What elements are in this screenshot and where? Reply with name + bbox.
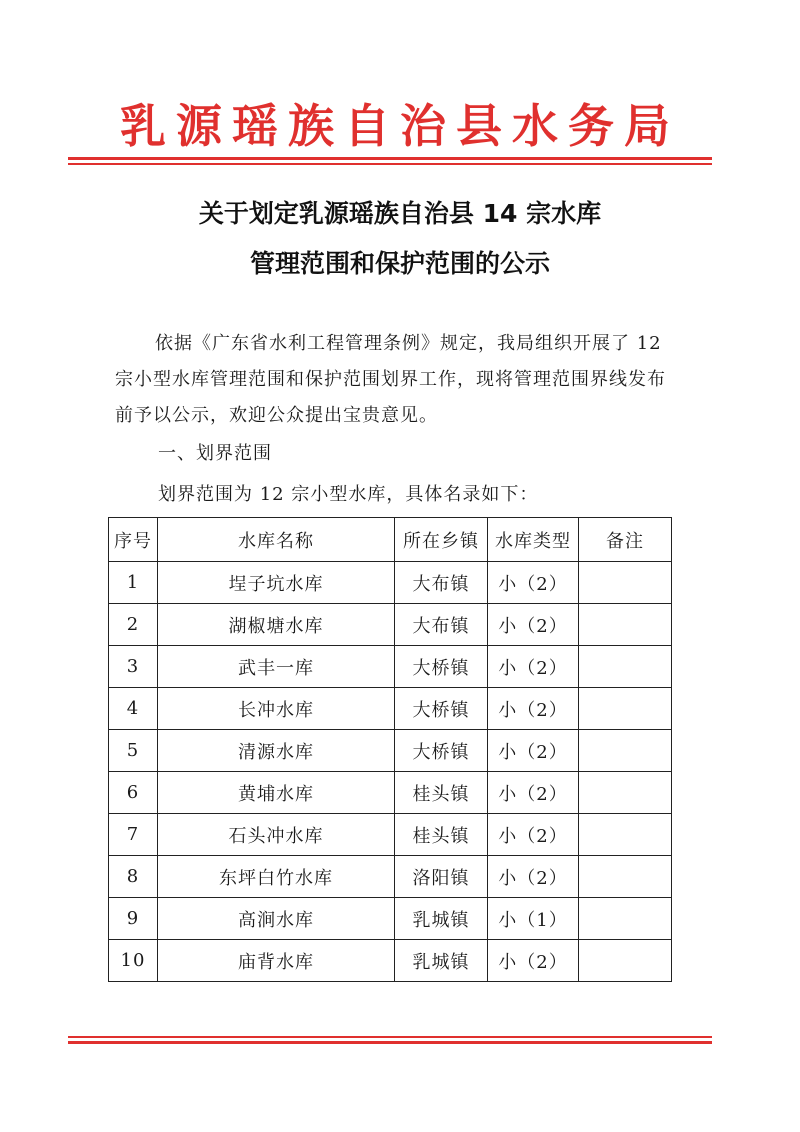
table-row: [109, 688, 672, 730]
table-row: [109, 772, 672, 814]
cell-type: 小（1）: [488, 898, 579, 940]
cell-no: 10: [109, 940, 158, 982]
cell-name: 长冲水库: [158, 688, 395, 730]
body-paragraph: [115, 326, 675, 434]
cell-no: 8: [109, 856, 158, 898]
cell-note: [579, 940, 672, 982]
cell-note: [579, 646, 672, 688]
table-header-row: [109, 518, 672, 562]
cell-town: 桂头镇: [395, 772, 488, 814]
cell-name: 石头冲水库: [158, 814, 395, 856]
cell-type: 小（2）: [488, 940, 579, 982]
header-cell-town: 所在乡镇: [395, 518, 488, 562]
header-cell-no: 序号: [109, 518, 158, 562]
document-title-line1: 关于划定乳源瑶族自治县 14 宗水库: [198, 199, 602, 228]
table-row: [109, 604, 672, 646]
cell-type: 小（2）: [488, 772, 579, 814]
cell-note: [579, 688, 672, 730]
cell-name: 清源水库: [158, 730, 395, 772]
cell-type: 小（2）: [488, 814, 579, 856]
cell-type: 小（2）: [488, 856, 579, 898]
cell-no: 2: [109, 604, 158, 646]
cell-note: [579, 814, 672, 856]
cell-type: 小（2）: [488, 604, 579, 646]
cell-note: [579, 856, 672, 898]
cell-town: 大桥镇: [395, 730, 488, 772]
header-cell-note: 备注: [579, 518, 672, 562]
cell-type: 小（2）: [488, 646, 579, 688]
section-heading: 一、划界范围: [158, 443, 272, 464]
cell-name: 埕子坑水库: [158, 562, 395, 604]
table-row: [109, 646, 672, 688]
cell-no: 7: [109, 814, 158, 856]
table-row: [109, 814, 672, 856]
body-paragraph-text: 依据《广东省水利工程管理条例》规定，我局组织开展了 12 宗小型水库管理范围和保护范围划界工作，现将管理范围界线发布前予以公示，欢迎公众提出宝贵意见。: [115, 333, 666, 426]
cell-no: 1: [109, 562, 158, 604]
cell-no: 3: [109, 646, 158, 688]
cell-name: 庙背水库: [158, 940, 395, 982]
table-row: [109, 856, 672, 898]
cell-type: 小（2）: [488, 730, 579, 772]
cell-note: [579, 562, 672, 604]
cell-name: 湖椒塘水库: [158, 604, 395, 646]
cell-town: 桂头镇: [395, 814, 488, 856]
cell-name: 黄埔水库: [158, 772, 395, 814]
header-cell-name: 水库名称: [158, 518, 395, 562]
table-row: [109, 562, 672, 604]
footer-rule-thick: [68, 1041, 712, 1044]
cell-town: 大布镇: [395, 604, 488, 646]
cell-no: 5: [109, 730, 158, 772]
cell-type: 小（2）: [488, 562, 579, 604]
cell-name: 东坪白竹水库: [158, 856, 395, 898]
cell-town: 大桥镇: [395, 688, 488, 730]
cell-no: 9: [109, 898, 158, 940]
reservoir-table: [108, 517, 672, 982]
cell-note: [579, 730, 672, 772]
header-cell-type: 水库类型: [488, 518, 579, 562]
cell-town: 乳城镇: [395, 940, 488, 982]
cell-type: 小（2）: [488, 688, 579, 730]
cell-town: 大桥镇: [395, 646, 488, 688]
cell-town: 乳城镇: [395, 898, 488, 940]
cell-no: 6: [109, 772, 158, 814]
cell-name: 高涧水库: [158, 898, 395, 940]
header-rule-thin: [68, 163, 712, 165]
table-row: [109, 898, 672, 940]
cell-no: 4: [109, 688, 158, 730]
cell-name: 武丰一库: [158, 646, 395, 688]
cell-town: 大布镇: [395, 562, 488, 604]
footer-rule-thin: [68, 1036, 712, 1038]
table-row: [109, 730, 672, 772]
document-title-line2: 管理范围和保护范围的公示: [249, 249, 550, 278]
cell-note: [579, 898, 672, 940]
table-row: [109, 940, 672, 982]
cell-note: [579, 604, 672, 646]
cell-town: 洛阳镇: [395, 856, 488, 898]
table-intro: 划界范围为 12 宗小型水库，具体名录如下：: [158, 484, 539, 505]
cell-note: [579, 772, 672, 814]
agency-letterhead: 乳源瑶族自治县水务局: [120, 99, 680, 153]
header-rule-thick: [68, 157, 712, 160]
